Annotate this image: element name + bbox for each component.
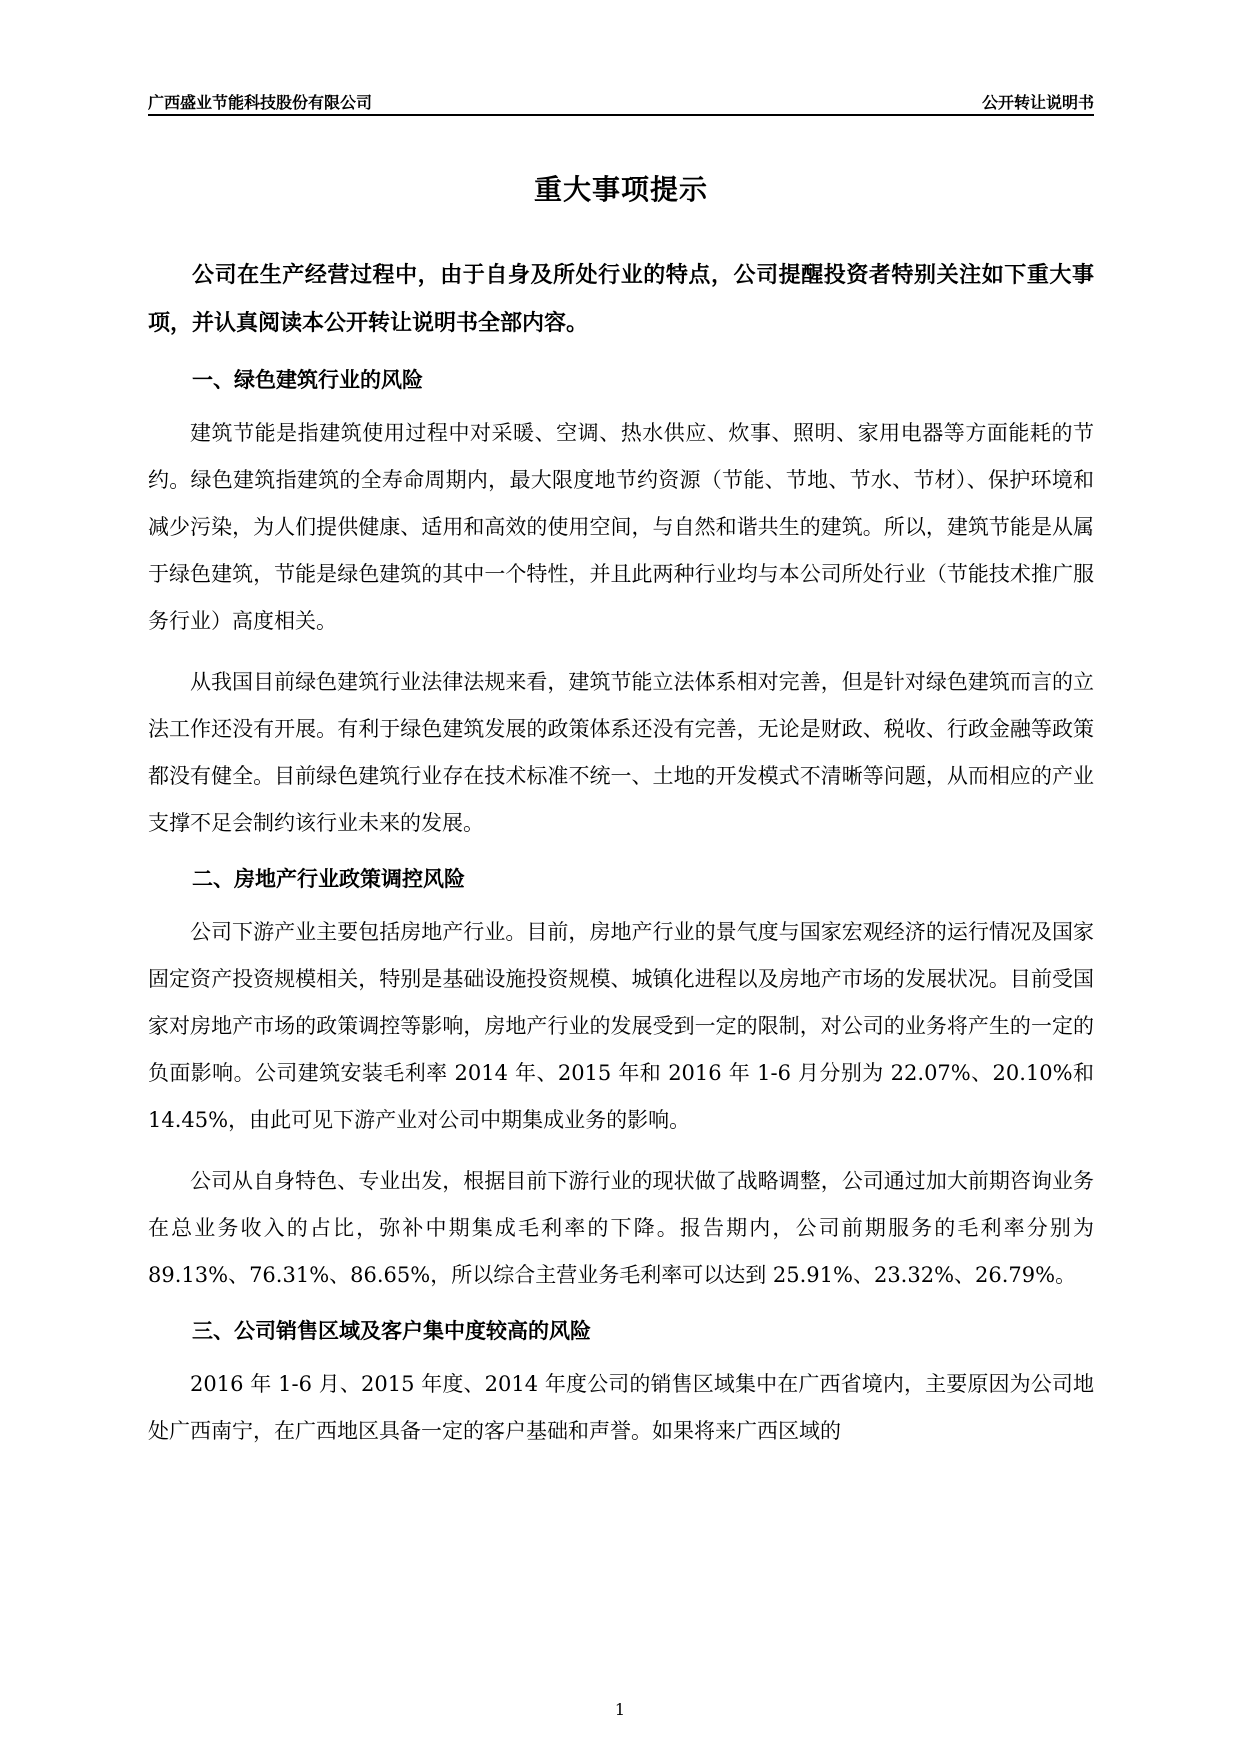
paragraph: 公司下游产业主要包括房地产行业。目前，房地产行业的景气度与国家宏观经济的运行情况及国家固定资产投资规模相关，特别是基础设施投资规模、城镇化进程以及房地产市场的发展状况。目前受国家对房地产市场的政策调控等影响，房地产行业的发展受到一定的限制，对公司的业务将产生的一定的负面影响。公司建筑安装毛利率 2014 年、2015 年和 2016 年 1-6 月分别为 22.07%、20.10%和 14.45%，由此可见下游产业对公司中期集成业务的影响。 [148, 920, 1094, 1132]
section-heading-sales-concentration: 三、公司销售区域及客户集中度较高的风险 [192, 1319, 591, 1343]
page-title: 重大事项提示 [533, 173, 708, 206]
paragraph: 从我国目前绿色建筑行业法律法规来看，建筑节能立法体系相对完善，但是针对绿色建筑而言的立法工作还没有开展。有利于绿色建筑发展的政策体系还没有完善，无论是财政、税收、行政金融等政策都没有健全。目前绿色建筑行业存在技术标准不统一、土地的开发模式不清晰等问题，从而相应的产业支撑不足会制约该行业未来的发展。 [148, 670, 1094, 835]
header-company-name: 广西盛业节能科技股份有限公司 [148, 93, 373, 112]
page-header [148, 86, 1094, 116]
section-heading-real-estate: 二、房地产行业政策调控风险 [192, 867, 465, 891]
section-heading-green-building: 一、绿色建筑行业的风险 [192, 368, 423, 392]
paragraph: 建筑节能是指建筑使用过程中对采暖、空调、热水供应、炊事、照明、家用电器等方面能耗的节约。绿色建筑指建筑的全寿命周期内，最大限度地节约资源（节能、节地、节水、节材）、保护环境和减少污染，为人们提供健康、适用和高效的使用空间，与自然和谐共生的建筑。所以，建筑节能是从属于绿色建筑，节能是绿色建筑的其中一个特性，并且此两种行业均与本公司所处行业（节能技术推广服务行业）高度相关。 [148, 421, 1094, 633]
header-document-type: 公开转让说明书 [981, 93, 1094, 112]
page-number: 1 [614, 1700, 626, 1719]
paragraph: 2016 年 1-6 月、2015 年度、2014 年度公司的销售区域集中在广西省境内，主要原因为公司地处广西南宁，在广西地区具备一定的客户基础和声誉。如果将来广西区域的 [148, 1372, 1094, 1443]
paragraph: 公司从自身特色、专业出发，根据目前下游行业的现状做了战略调整，公司通过加大前期咨询业务在总业务收入的占比，弥补中期集成毛利率的下降。报告期内，公司前期服务的毛利率分别为 89.13%、76.31%、86.65%，所以综合主营业务毛利率可以达到 25.91%、23.32%、26.79%。 [148, 1169, 1094, 1287]
intro-paragraph: 公司在生产经营过程中，由于自身及所处行业的特点，公司提醒投资者特别关注如下重大事项，并认真阅读本公开转让说明书全部内容。 [148, 263, 1094, 336]
main-content [148, 252, 1094, 1469]
